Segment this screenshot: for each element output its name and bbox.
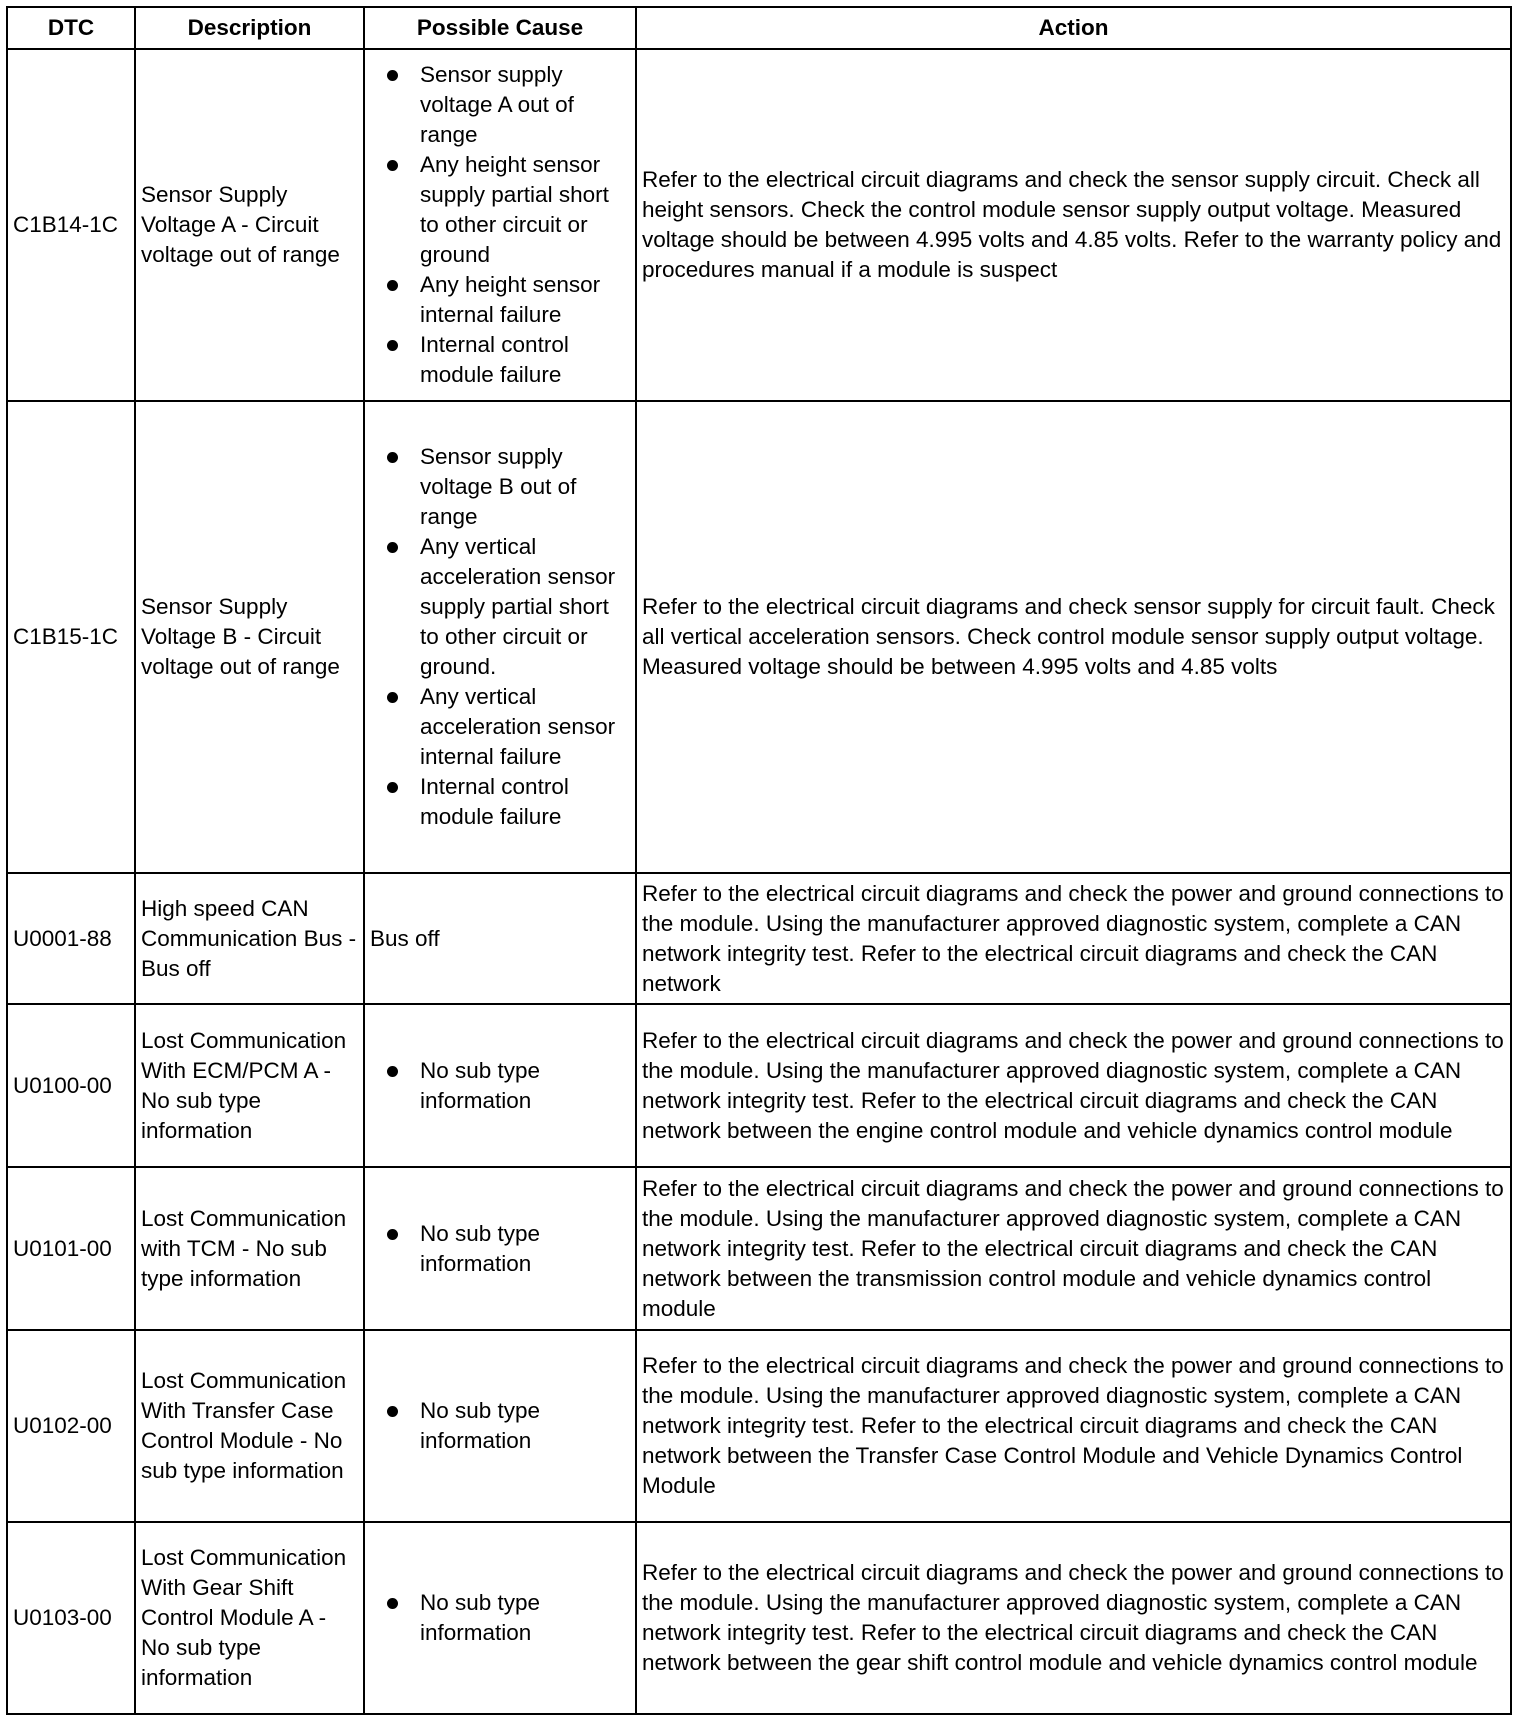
possible-cause-cell [364, 1330, 636, 1522]
cause-list [370, 1588, 633, 1648]
cause-item: No sub type information [370, 1396, 633, 1456]
cause-list [370, 1219, 633, 1279]
header-dtc: DTC [7, 7, 135, 49]
cause-item: Any height sensor internal failure [370, 270, 633, 330]
possible-cause-cell [364, 49, 636, 401]
table-row [7, 1004, 1511, 1167]
table-row [7, 401, 1511, 873]
dtc-table [6, 6, 1512, 1715]
header-row [7, 7, 1511, 49]
description-cell: High speed CAN Communication Bus - Bus off [135, 873, 364, 1004]
header-action: Action [636, 7, 1511, 49]
cause-item: Internal control module failure [370, 772, 633, 832]
dtc-cell: U0102-00 [7, 1330, 135, 1522]
cause-list [370, 1056, 633, 1116]
cause-list [370, 442, 633, 832]
cause-list [370, 60, 633, 390]
dtc-cell: U0100-00 [7, 1004, 135, 1167]
dtc-cell: U0001-88 [7, 873, 135, 1004]
cause-item: No sub type information [370, 1056, 633, 1116]
dtc-cell: C1B15-1C [7, 401, 135, 873]
table-row [7, 1522, 1511, 1714]
action-cell: Refer to the electrical circuit diagrams and check the power and ground connections to the module. Using the manufacturer approved diagnostic system, complete a CAN network integrity test. Refer to the electrical circuit diagrams and check the CAN network between the Transfer Case Control Module and Vehicle Dynamics Control Module [636, 1330, 1511, 1522]
possible-cause-cell [364, 401, 636, 873]
description-cell: Sensor Supply Voltage A - Circuit voltage out of range [135, 49, 364, 401]
description-cell: Sensor Supply Voltage B - Circuit voltage out of range [135, 401, 364, 873]
cause-list [370, 1396, 633, 1456]
dtc-cell: U0101-00 [7, 1167, 135, 1330]
description-cell: Lost Communication With Transfer Case Control Module - No sub type information [135, 1330, 364, 1522]
description-cell: Lost Communication With ECM/PCM A - No sub type information [135, 1004, 364, 1167]
cause-item: Internal control module failure [370, 330, 633, 390]
possible-cause-cell [364, 1167, 636, 1330]
table-row [7, 1167, 1511, 1330]
description-cell: Lost Communication with TCM - No sub type information [135, 1167, 364, 1330]
cause-item: Any vertical acceleration sensor supply partial short to other circuit or ground. [370, 532, 633, 682]
action-cell: Refer to the electrical circuit diagrams and check the power and ground connections to the module. Using the manufacturer approved diagnostic system, complete a CAN network integrity test. Refer to the electrical circuit diagrams and check the CAN network between the gear shift control module and vehicle dynamics control module [636, 1522, 1511, 1714]
header-description: Description [135, 7, 364, 49]
possible-cause-cell [364, 1522, 636, 1714]
cause-item: Any vertical acceleration sensor internal failure [370, 682, 633, 772]
cause-item: No sub type information [370, 1588, 633, 1648]
possible-cause-cell [364, 1004, 636, 1167]
cause-item: Sensor supply voltage A out of range [370, 60, 633, 150]
action-cell: Refer to the electrical circuit diagrams and check the power and ground connections to the module. Using the manufacturer approved diagnostic system, complete a CAN network integrity test. Refer to the electrical circuit diagrams and check the CAN network between the transmission control module and vehicle dynamics control module [636, 1167, 1511, 1330]
cause-item: Sensor supply voltage B out of range [370, 442, 633, 532]
table-row [7, 873, 1511, 1004]
description-cell: Lost Communication With Gear Shift Control Module A - No sub type information [135, 1522, 364, 1714]
action-cell: Refer to the electrical circuit diagrams and check the sensor supply circuit. Check all height sensors. Check the control module sensor supply output voltage. Measured voltage should be between 4.995 volts and 4.85 volts. Refer to the warranty policy and procedures manual if a module is suspect [636, 49, 1511, 401]
cause-item: Any height sensor supply partial short to other circuit or ground [370, 150, 633, 270]
possible-cause-cell: Bus off [364, 873, 636, 1004]
action-cell: Refer to the electrical circuit diagrams and check the power and ground connections to the module. Using the manufacturer approved diagnostic system, complete a CAN network integrity test. Refer to the electrical circuit diagrams and check the CAN network [636, 873, 1511, 1004]
header-possible-cause: Possible Cause [364, 7, 636, 49]
dtc-cell: U0103-00 [7, 1522, 135, 1714]
table-row [7, 1330, 1511, 1522]
dtc-cell: C1B14-1C [7, 49, 135, 401]
table-row [7, 49, 1511, 401]
action-cell: Refer to the electrical circuit diagrams and check the power and ground connections to the module. Using the manufacturer approved diagnostic system, complete a CAN network integrity test. Refer to the electrical circuit diagrams and check the CAN network between the engine control module and vehicle dynamics control module [636, 1004, 1511, 1167]
cause-item: No sub type information [370, 1219, 633, 1279]
action-cell: Refer to the electrical circuit diagrams and check sensor supply for circuit fault. Check all vertical acceleration sensors. Check control module sensor supply output voltage. Measured voltage should be between 4.995 volts and 4.85 volts [636, 401, 1511, 873]
